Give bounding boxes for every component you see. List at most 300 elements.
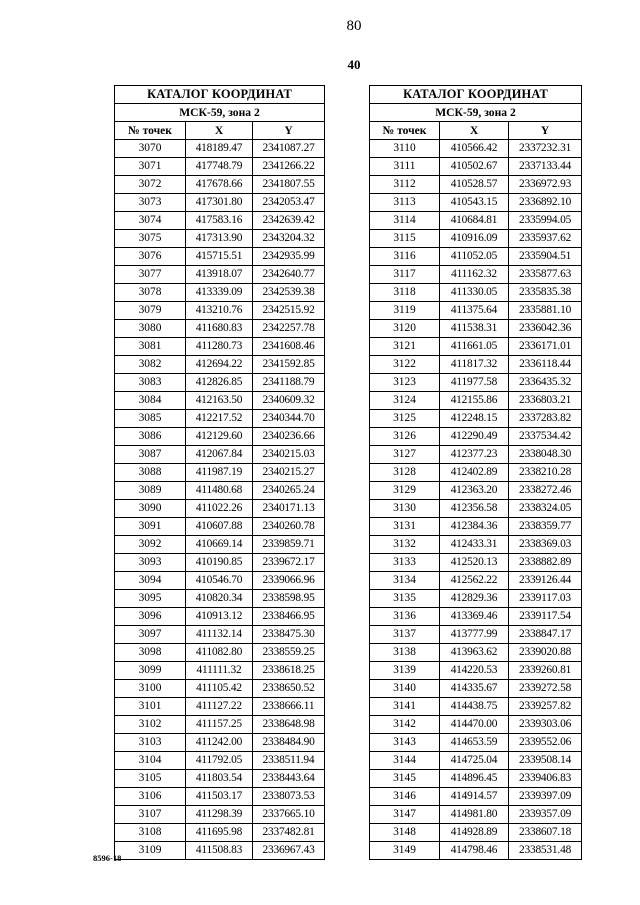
x-coordinate-cell: 412829.36: [440, 590, 509, 608]
y-coordinate-cell: 2338443.64: [253, 770, 325, 788]
y-coordinate-cell: 2339357.09: [509, 806, 582, 824]
table-row: [115, 572, 325, 590]
column-header-x: X: [186, 122, 253, 140]
table-row: [115, 374, 325, 392]
x-coordinate-cell: 411977.58: [440, 374, 509, 392]
point-number-cell: 3092: [115, 536, 186, 554]
point-number-cell: 3085: [115, 410, 186, 428]
x-coordinate-cell: 412129.60: [186, 428, 253, 446]
x-coordinate-cell: 410528.57: [440, 176, 509, 194]
x-coordinate-cell: 414928.89: [440, 824, 509, 842]
table-row: [370, 392, 582, 410]
point-number-cell: 3073: [115, 194, 186, 212]
y-coordinate-cell: 2337283.82: [509, 410, 582, 428]
point-number-cell: 3093: [115, 554, 186, 572]
y-coordinate-cell: 2340215.27: [253, 464, 325, 482]
table-row: [115, 680, 325, 698]
y-coordinate-cell: 2336118.44: [509, 356, 582, 374]
point-number-cell: 3076: [115, 248, 186, 266]
table-row: [370, 752, 582, 770]
table-row: [115, 788, 325, 806]
table-row: [370, 680, 582, 698]
x-coordinate-cell: 411127.22: [186, 698, 253, 716]
point-number-cell: 3143: [370, 734, 440, 752]
y-coordinate-cell: 2338650.52: [253, 680, 325, 698]
x-coordinate-cell: 412377.23: [440, 446, 509, 464]
table-row: [115, 410, 325, 428]
point-number-cell: 3141: [370, 698, 440, 716]
y-coordinate-cell: 2337232.31: [509, 140, 582, 158]
point-number-cell: 3096: [115, 608, 186, 626]
point-number-cell: 3082: [115, 356, 186, 374]
point-number-cell: 3089: [115, 482, 186, 500]
table-row: [370, 446, 582, 464]
point-number-cell: 3084: [115, 392, 186, 410]
point-number-cell: 3070: [115, 140, 186, 158]
x-coordinate-cell: 412363.20: [440, 482, 509, 500]
x-coordinate-cell: 410502.67: [440, 158, 509, 176]
x-coordinate-cell: 410543.15: [440, 194, 509, 212]
x-coordinate-cell: 413777.99: [440, 626, 509, 644]
table-row: [115, 446, 325, 464]
point-number-cell: 3099: [115, 662, 186, 680]
x-coordinate-cell: 412562.22: [440, 572, 509, 590]
page-number: 80: [346, 18, 362, 34]
x-coordinate-cell: 412384.36: [440, 518, 509, 536]
x-coordinate-cell: 410820.34: [186, 590, 253, 608]
point-number-cell: 3131: [370, 518, 440, 536]
point-number-cell: 3127: [370, 446, 440, 464]
y-coordinate-cell: 2336892.10: [509, 194, 582, 212]
point-number-cell: 3145: [370, 770, 440, 788]
x-coordinate-cell: 414798.46: [440, 842, 509, 860]
x-coordinate-cell: 414220.53: [440, 662, 509, 680]
table-row: [370, 302, 582, 320]
y-coordinate-cell: 2336803.21: [509, 392, 582, 410]
table-row: [115, 734, 325, 752]
table-row: [370, 140, 582, 158]
table-row: [115, 140, 325, 158]
x-coordinate-cell: 411661.05: [440, 338, 509, 356]
y-coordinate-cell: 2338882.89: [509, 554, 582, 572]
x-coordinate-cell: 417678.66: [186, 176, 253, 194]
x-coordinate-cell: 417313.90: [186, 230, 253, 248]
column-header-x: X: [440, 122, 509, 140]
table-row: [370, 770, 582, 788]
table-row: [115, 212, 325, 230]
x-coordinate-cell: 412826.85: [186, 374, 253, 392]
x-coordinate-cell: 411111.32: [186, 662, 253, 680]
point-number-cell: 3118: [370, 284, 440, 302]
point-number-cell: 3105: [115, 770, 186, 788]
x-coordinate-cell: 411082.80: [186, 644, 253, 662]
point-number-cell: 3126: [370, 428, 440, 446]
y-coordinate-cell: 2342053.47: [253, 194, 325, 212]
y-coordinate-cell: 2339672.17: [253, 554, 325, 572]
point-number-cell: 3124: [370, 392, 440, 410]
point-number-cell: 3112: [370, 176, 440, 194]
table-row: [115, 752, 325, 770]
x-coordinate-cell: 414653.59: [440, 734, 509, 752]
x-coordinate-cell: 411695.98: [186, 824, 253, 842]
y-coordinate-cell: 2339303.06: [509, 716, 582, 734]
x-coordinate-cell: 410607.88: [186, 518, 253, 536]
y-coordinate-cell: 2339406.83: [509, 770, 582, 788]
x-coordinate-cell: 411242.00: [186, 734, 253, 752]
y-coordinate-cell: 2341188.79: [253, 374, 325, 392]
point-number-cell: 3078: [115, 284, 186, 302]
y-coordinate-cell: 2338559.25: [253, 644, 325, 662]
table-row: [370, 806, 582, 824]
y-coordinate-cell: 2342935.99: [253, 248, 325, 266]
table-row: [370, 500, 582, 518]
table-row: [115, 644, 325, 662]
coordinate-catalog-table-left: [114, 85, 325, 860]
table-row: [370, 572, 582, 590]
y-coordinate-cell: 2336042.36: [509, 320, 582, 338]
y-coordinate-cell: 2338324.05: [509, 500, 582, 518]
x-coordinate-cell: 414896.45: [440, 770, 509, 788]
y-coordinate-cell: 2338531.48: [509, 842, 582, 860]
table-row: [115, 590, 325, 608]
point-number-cell: 3104: [115, 752, 186, 770]
y-coordinate-cell: 2335881.10: [509, 302, 582, 320]
y-coordinate-cell: 2337133.44: [509, 158, 582, 176]
column-header-y: Y: [509, 122, 582, 140]
y-coordinate-cell: 2337482.81: [253, 824, 325, 842]
table-row: [115, 284, 325, 302]
point-number-cell: 3117: [370, 266, 440, 284]
y-coordinate-cell: 2340171.13: [253, 500, 325, 518]
y-coordinate-cell: 2340215.03: [253, 446, 325, 464]
table-row: [115, 320, 325, 338]
coordinate-catalog-table-right: [369, 85, 582, 860]
point-number-cell: 3103: [115, 734, 186, 752]
y-coordinate-cell: 2342639.42: [253, 212, 325, 230]
y-coordinate-cell: 2343204.32: [253, 230, 325, 248]
table-row: [115, 626, 325, 644]
point-number-cell: 3113: [370, 194, 440, 212]
y-coordinate-cell: 2340260.78: [253, 518, 325, 536]
y-coordinate-cell: 2339552.06: [509, 734, 582, 752]
y-coordinate-cell: 2341266.22: [253, 158, 325, 176]
y-coordinate-cell: 2339272.58: [509, 680, 582, 698]
point-number-cell: 3090: [115, 500, 186, 518]
y-coordinate-cell: 2336972.93: [509, 176, 582, 194]
table-row: [370, 842, 582, 860]
x-coordinate-cell: 411792.05: [186, 752, 253, 770]
x-coordinate-cell: 415715.51: [186, 248, 253, 266]
x-coordinate-cell: 412694.22: [186, 356, 253, 374]
x-coordinate-cell: 410190.85: [186, 554, 253, 572]
table-row: [115, 698, 325, 716]
y-coordinate-cell: 2339020.88: [509, 644, 582, 662]
point-number-cell: 3132: [370, 536, 440, 554]
y-coordinate-cell: 2335994.05: [509, 212, 582, 230]
y-coordinate-cell: 2335904.51: [509, 248, 582, 266]
y-coordinate-cell: 2339859.71: [253, 536, 325, 554]
table-row: [370, 626, 582, 644]
table-row: [370, 464, 582, 482]
point-number-cell: 3088: [115, 464, 186, 482]
y-coordinate-cell: 2338210.28: [509, 464, 582, 482]
table-row: [370, 356, 582, 374]
table-row: [370, 230, 582, 248]
table-row: [370, 482, 582, 500]
y-coordinate-cell: 2339117.03: [509, 590, 582, 608]
y-coordinate-cell: 2340344.70: [253, 410, 325, 428]
table-row: [115, 302, 325, 320]
y-coordinate-cell: 2335835.38: [509, 284, 582, 302]
point-number-cell: 3110: [370, 140, 440, 158]
y-coordinate-cell: 2335877.63: [509, 266, 582, 284]
y-coordinate-cell: 2338359.77: [509, 518, 582, 536]
catalog-subtitle: МСК-59, зона 2: [370, 104, 582, 122]
point-number-cell: 3074: [115, 212, 186, 230]
column-header-point-number: № точек: [370, 122, 440, 140]
table-row: [115, 806, 325, 824]
y-coordinate-cell: 2339066.96: [253, 572, 325, 590]
x-coordinate-cell: 417583.16: [186, 212, 253, 230]
point-number-cell: 3139: [370, 662, 440, 680]
point-number-cell: 3119: [370, 302, 440, 320]
table-row: [370, 284, 582, 302]
y-coordinate-cell: 2338618.25: [253, 662, 325, 680]
point-number-cell: 3146: [370, 788, 440, 806]
column-header-point-number: № точек: [115, 122, 186, 140]
table-row: [115, 716, 325, 734]
point-number-cell: 3135: [370, 590, 440, 608]
x-coordinate-cell: 412217.52: [186, 410, 253, 428]
point-number-cell: 3144: [370, 752, 440, 770]
table-row: [370, 266, 582, 284]
table-row: [115, 824, 325, 842]
x-coordinate-cell: 411987.19: [186, 464, 253, 482]
y-coordinate-cell: 2340236.66: [253, 428, 325, 446]
x-coordinate-cell: 417748.79: [186, 158, 253, 176]
x-coordinate-cell: 411022.26: [186, 500, 253, 518]
point-number-cell: 3128: [370, 464, 440, 482]
x-coordinate-cell: 413963.62: [440, 644, 509, 662]
y-coordinate-cell: 2336435.32: [509, 374, 582, 392]
x-coordinate-cell: 410913.12: [186, 608, 253, 626]
point-number-cell: 3114: [370, 212, 440, 230]
point-number-cell: 3072: [115, 176, 186, 194]
table-row: [370, 734, 582, 752]
x-coordinate-cell: 411680.83: [186, 320, 253, 338]
y-coordinate-cell: 2339117.54: [509, 608, 582, 626]
y-coordinate-cell: 2341087.27: [253, 140, 325, 158]
point-number-cell: 3107: [115, 806, 186, 824]
point-number-cell: 3136: [370, 608, 440, 626]
table-row: [370, 428, 582, 446]
point-number-cell: 3106: [115, 788, 186, 806]
point-number-cell: 3137: [370, 626, 440, 644]
table-row: [115, 338, 325, 356]
y-coordinate-cell: 2338847.17: [509, 626, 582, 644]
y-coordinate-cell: 2336967.43: [253, 842, 325, 860]
y-coordinate-cell: 2340265.24: [253, 482, 325, 500]
y-coordinate-cell: 2342515.92: [253, 302, 325, 320]
table-row: [115, 518, 325, 536]
y-coordinate-cell: 2338511.94: [253, 752, 325, 770]
table-row: [370, 590, 582, 608]
point-number-cell: 3109: [115, 842, 186, 860]
table-row: [370, 608, 582, 626]
y-coordinate-cell: 2338648.98: [253, 716, 325, 734]
point-number-cell: 3087: [115, 446, 186, 464]
y-coordinate-cell: 2339126.44: [509, 572, 582, 590]
point-number-cell: 3100: [115, 680, 186, 698]
point-number-cell: 3138: [370, 644, 440, 662]
y-coordinate-cell: 2338369.03: [509, 536, 582, 554]
point-number-cell: 3122: [370, 356, 440, 374]
x-coordinate-cell: 413339.09: [186, 284, 253, 302]
y-coordinate-cell: 2341807.55: [253, 176, 325, 194]
x-coordinate-cell: 411803.54: [186, 770, 253, 788]
x-coordinate-cell: 411508.83: [186, 842, 253, 860]
table-row: [370, 824, 582, 842]
y-coordinate-cell: 2338475.30: [253, 626, 325, 644]
table-row: [370, 320, 582, 338]
point-number-cell: 3083: [115, 374, 186, 392]
point-number-cell: 3149: [370, 842, 440, 860]
y-coordinate-cell: 2338666.11: [253, 698, 325, 716]
point-number-cell: 3140: [370, 680, 440, 698]
x-coordinate-cell: 413369.46: [440, 608, 509, 626]
table-row: [370, 338, 582, 356]
x-coordinate-cell: 411375.64: [440, 302, 509, 320]
table-row: [115, 158, 325, 176]
point-number-cell: 3123: [370, 374, 440, 392]
point-number-cell: 3077: [115, 266, 186, 284]
y-coordinate-cell: 2338073.53: [253, 788, 325, 806]
y-coordinate-cell: 2339260.81: [509, 662, 582, 680]
y-coordinate-cell: 2337665.10: [253, 806, 325, 824]
point-number-cell: 3091: [115, 518, 186, 536]
x-coordinate-cell: 414335.67: [440, 680, 509, 698]
y-coordinate-cell: 2338598.95: [253, 590, 325, 608]
x-coordinate-cell: 414981.80: [440, 806, 509, 824]
y-coordinate-cell: 2338272.46: [509, 482, 582, 500]
x-coordinate-cell: 414438.75: [440, 698, 509, 716]
y-coordinate-cell: 2341592.85: [253, 356, 325, 374]
y-coordinate-cell: 2335937.62: [509, 230, 582, 248]
catalog-title: КАТАЛОГ КООРДИНАТ: [370, 86, 582, 104]
point-number-cell: 3111: [370, 158, 440, 176]
table-row: [370, 662, 582, 680]
x-coordinate-cell: 411280.73: [186, 338, 253, 356]
table-row: [370, 212, 582, 230]
x-coordinate-cell: 411330.05: [440, 284, 509, 302]
table-row: [115, 356, 325, 374]
sub-page-number: 40: [347, 57, 361, 72]
point-number-cell: 3102: [115, 716, 186, 734]
y-coordinate-cell: 2338607.18: [509, 824, 582, 842]
point-number-cell: 3075: [115, 230, 186, 248]
y-coordinate-cell: 2338466.95: [253, 608, 325, 626]
x-coordinate-cell: 411162.32: [440, 266, 509, 284]
y-coordinate-cell: 2339508.14: [509, 752, 582, 770]
x-coordinate-cell: 411132.14: [186, 626, 253, 644]
y-coordinate-cell: 2338484.90: [253, 734, 325, 752]
x-coordinate-cell: 410669.14: [186, 536, 253, 554]
x-coordinate-cell: 412520.13: [440, 554, 509, 572]
x-coordinate-cell: 412402.89: [440, 464, 509, 482]
table-row: [370, 176, 582, 194]
point-number-cell: 3148: [370, 824, 440, 842]
point-number-cell: 3134: [370, 572, 440, 590]
x-coordinate-cell: 412433.31: [440, 536, 509, 554]
table-row: [115, 500, 325, 518]
table-row: [115, 482, 325, 500]
point-number-cell: 3094: [115, 572, 186, 590]
x-coordinate-cell: 414725.04: [440, 752, 509, 770]
x-coordinate-cell: 411503.17: [186, 788, 253, 806]
x-coordinate-cell: 414914.57: [440, 788, 509, 806]
table-row: [115, 608, 325, 626]
x-coordinate-cell: 412248.15: [440, 410, 509, 428]
table-row: [370, 518, 582, 536]
y-coordinate-cell: 2339257.82: [509, 698, 582, 716]
table-row: [115, 428, 325, 446]
x-coordinate-cell: 410684.81: [440, 212, 509, 230]
point-number-cell: 3097: [115, 626, 186, 644]
x-coordinate-cell: 410566.42: [440, 140, 509, 158]
point-number-cell: 3116: [370, 248, 440, 266]
y-coordinate-cell: 2342539.38: [253, 284, 325, 302]
point-number-cell: 3125: [370, 410, 440, 428]
point-number-cell: 3095: [115, 590, 186, 608]
x-coordinate-cell: 411538.31: [440, 320, 509, 338]
x-coordinate-cell: 411052.05: [440, 248, 509, 266]
x-coordinate-cell: 412290.49: [440, 428, 509, 446]
table-row: [370, 410, 582, 428]
table-row: [370, 248, 582, 266]
point-number-cell: 3079: [115, 302, 186, 320]
x-coordinate-cell: 414470.00: [440, 716, 509, 734]
y-coordinate-cell: 2338048.30: [509, 446, 582, 464]
point-number-cell: 3142: [370, 716, 440, 734]
x-coordinate-cell: 412163.50: [186, 392, 253, 410]
x-coordinate-cell: 410546.70: [186, 572, 253, 590]
y-coordinate-cell: 2337534.42: [509, 428, 582, 446]
x-coordinate-cell: 412155.86: [440, 392, 509, 410]
x-coordinate-cell: 413918.07: [186, 266, 253, 284]
x-coordinate-cell: 417301.80: [186, 194, 253, 212]
point-number-cell: 3098: [115, 644, 186, 662]
catalog-title: КАТАЛОГ КООРДИНАТ: [115, 86, 325, 104]
point-number-cell: 3115: [370, 230, 440, 248]
y-coordinate-cell: 2341608.46: [253, 338, 325, 356]
table-row: [370, 644, 582, 662]
table-row: [370, 788, 582, 806]
point-number-cell: 3120: [370, 320, 440, 338]
x-coordinate-cell: 411157.25: [186, 716, 253, 734]
x-coordinate-cell: 412067.84: [186, 446, 253, 464]
x-coordinate-cell: 412356.58: [440, 500, 509, 518]
table-row: [370, 698, 582, 716]
table-row: [115, 842, 325, 860]
table-row: [115, 554, 325, 572]
point-number-cell: 3147: [370, 806, 440, 824]
y-coordinate-cell: 2336171.01: [509, 338, 582, 356]
column-header-y: Y: [253, 122, 325, 140]
point-number-cell: 3121: [370, 338, 440, 356]
point-number-cell: 3071: [115, 158, 186, 176]
table-row: [115, 662, 325, 680]
table-row: [115, 248, 325, 266]
